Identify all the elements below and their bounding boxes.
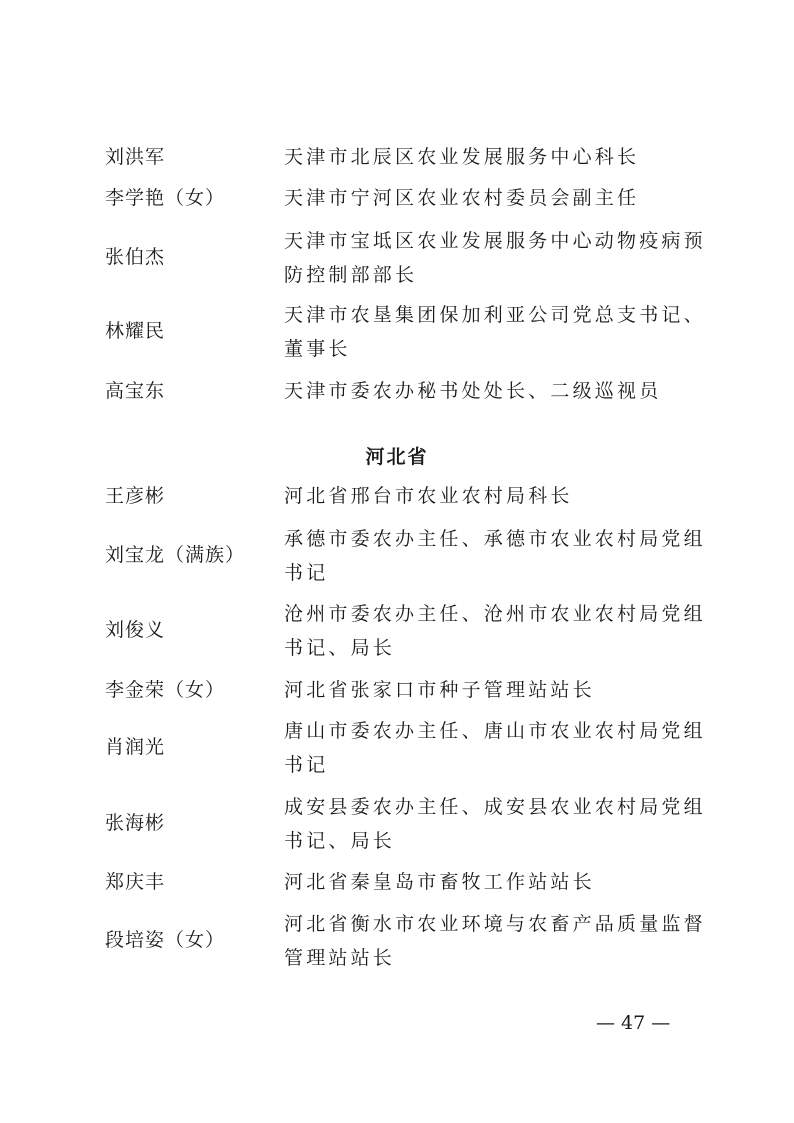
person-name: 李金荣（女） <box>105 679 226 701</box>
person-name: 高宝东 <box>105 380 166 402</box>
person-title: 河北省衡水市农业环境与农畜产品质量监督 管理站站长 <box>284 913 706 969</box>
person-name: 肖润光 <box>105 736 166 758</box>
person-name: 张伯杰 <box>105 246 166 268</box>
person-title: 天津市委农办秘书处处长、二级巡视员 <box>284 380 662 402</box>
person-name: 刘俊义 <box>105 619 166 641</box>
person-name: 张海彬 <box>105 812 166 834</box>
person-title: 成安县委农办主任、成安县农业农村局党组 书记、局长 <box>284 796 706 852</box>
person-title: 天津市宝坻区农业发展服务中心动物疫病预 防控制部部长 <box>284 230 706 286</box>
person-name: 李学艳（女） <box>105 187 226 209</box>
person-title: 唐山市委农办主任、唐山市农业农村局党组 书记 <box>284 720 706 776</box>
person-title: 河北省张家口市种子管理站站长 <box>284 679 595 701</box>
person-name: 刘宝龙（满族） <box>105 544 246 566</box>
section-heading: 河北省 <box>365 446 429 468</box>
person-title: 天津市农垦集团保加利亚公司党总支书记、 董事长 <box>284 304 706 360</box>
person-name: 林耀民 <box>105 320 166 342</box>
person-name: 王彦彬 <box>105 485 166 507</box>
page-number: — 47 — <box>596 1012 671 1034</box>
person-title: 天津市北辰区农业发展服务中心科长 <box>284 146 640 168</box>
person-name: 刘洪军 <box>105 146 166 168</box>
person-title: 承德市委农办主任、承德市农业农村局党组 书记 <box>284 528 706 584</box>
person-title: 沧州市委农办主任、沧州市农业农村局党组 书记、局长 <box>284 603 706 659</box>
person-title: 天津市宁河区农业农村委员会副主任 <box>284 187 640 209</box>
person-name: 郑庆丰 <box>105 871 166 893</box>
person-title: 河北省邢台市农业农村局科长 <box>284 485 573 507</box>
person-title: 河北省秦皇岛市畜牧工作站站长 <box>284 871 595 893</box>
person-name: 段培姿（女） <box>105 929 226 951</box>
